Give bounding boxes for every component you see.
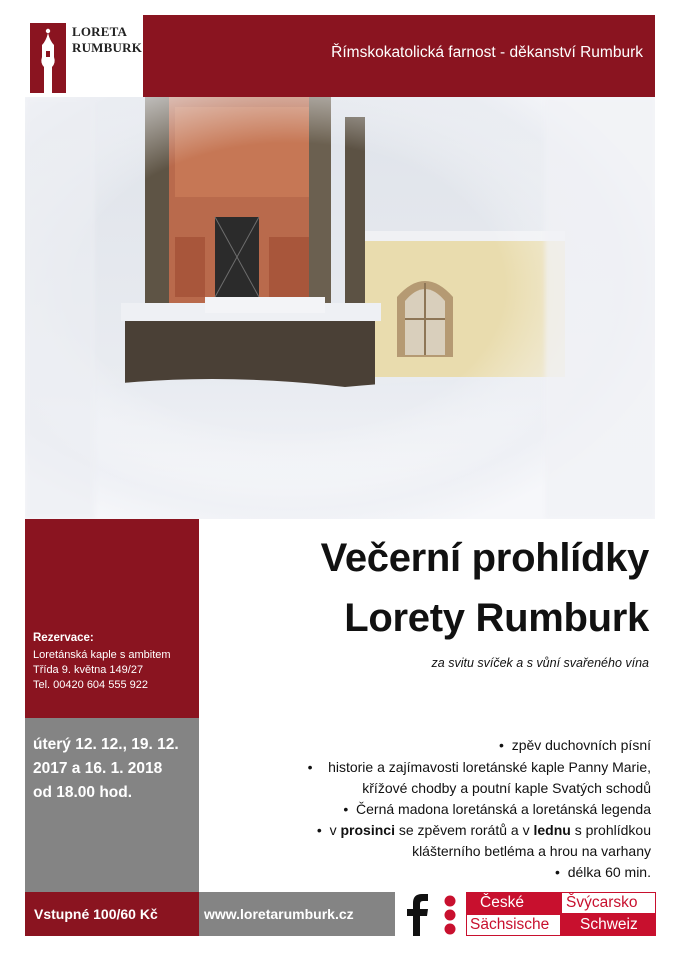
- hero-photo: [25, 97, 655, 519]
- program-item: • Černá madona loretánská a loretánská legenda: [343, 801, 651, 817]
- reservation-panel: [25, 519, 199, 718]
- chapel-winter-image: [25, 97, 655, 519]
- header-bar: [143, 15, 655, 97]
- subtitle: za svitu svíček a s vůní svařeného vína: [431, 656, 649, 670]
- header-parish-name: Římskokatolická farnost - děkanství Rumburk: [331, 44, 643, 61]
- program-item: • délka 60 min.: [555, 864, 651, 880]
- reservation-title: Rezervace:: [33, 632, 94, 644]
- loreta-logo-icon: [30, 23, 66, 93]
- program-item: • zpěv duchovních písní: [499, 737, 651, 753]
- reservation-line: Loretánská kaple s ambitem: [33, 649, 171, 661]
- program-item: • v prosinci se zpěvem rorátů a v lednu s prohlídkou: [316, 822, 651, 838]
- website-link[interactable]: www.loretarumburk.cz: [204, 906, 354, 922]
- admission-bar: [25, 892, 199, 936]
- date-line: 2017 a 16. 1. 2018: [33, 760, 163, 777]
- logo-text-rumburk: RUMBURK: [72, 40, 143, 55]
- admission-price: Vstupné 100/60 Kč: [34, 906, 158, 922]
- partner-sachsische: Sächsische: [470, 916, 550, 933]
- partner-schweiz: Schweiz: [580, 916, 638, 933]
- main-title-line1: Večerní prohlídky: [320, 536, 649, 580]
- dates-panel: [25, 718, 199, 892]
- partner-ceske: České: [480, 894, 524, 911]
- program-item-cont: křížové chodby a poutní kaple Svatých schodů: [362, 780, 651, 796]
- reservation-line: Třída 9. května 149/27: [33, 664, 144, 676]
- logo: [25, 15, 143, 97]
- date-line: úterý 12. 12., 19. 12.: [33, 736, 179, 753]
- reservation-phone: Tel. 00420 604 555 922: [33, 679, 148, 691]
- main-title-line2: Lorety Rumburk: [344, 596, 649, 640]
- program-item-cont: klášterního betléma a hrou na varhany: [412, 843, 651, 859]
- program-item: • historie a zajímavosti loretánské kaple Panny Marie,: [307, 759, 651, 775]
- time-line: od 18.00 hod.: [33, 784, 133, 801]
- logo-text-loreta: LORETA: [72, 24, 128, 39]
- ceske-svycarsko-logo: [466, 892, 656, 936]
- facebook-icon[interactable]: [403, 892, 433, 936]
- partner-svycarsko: Švýcarsko: [566, 894, 638, 911]
- dots-icon: [440, 894, 460, 936]
- website-bar[interactable]: [199, 892, 395, 936]
